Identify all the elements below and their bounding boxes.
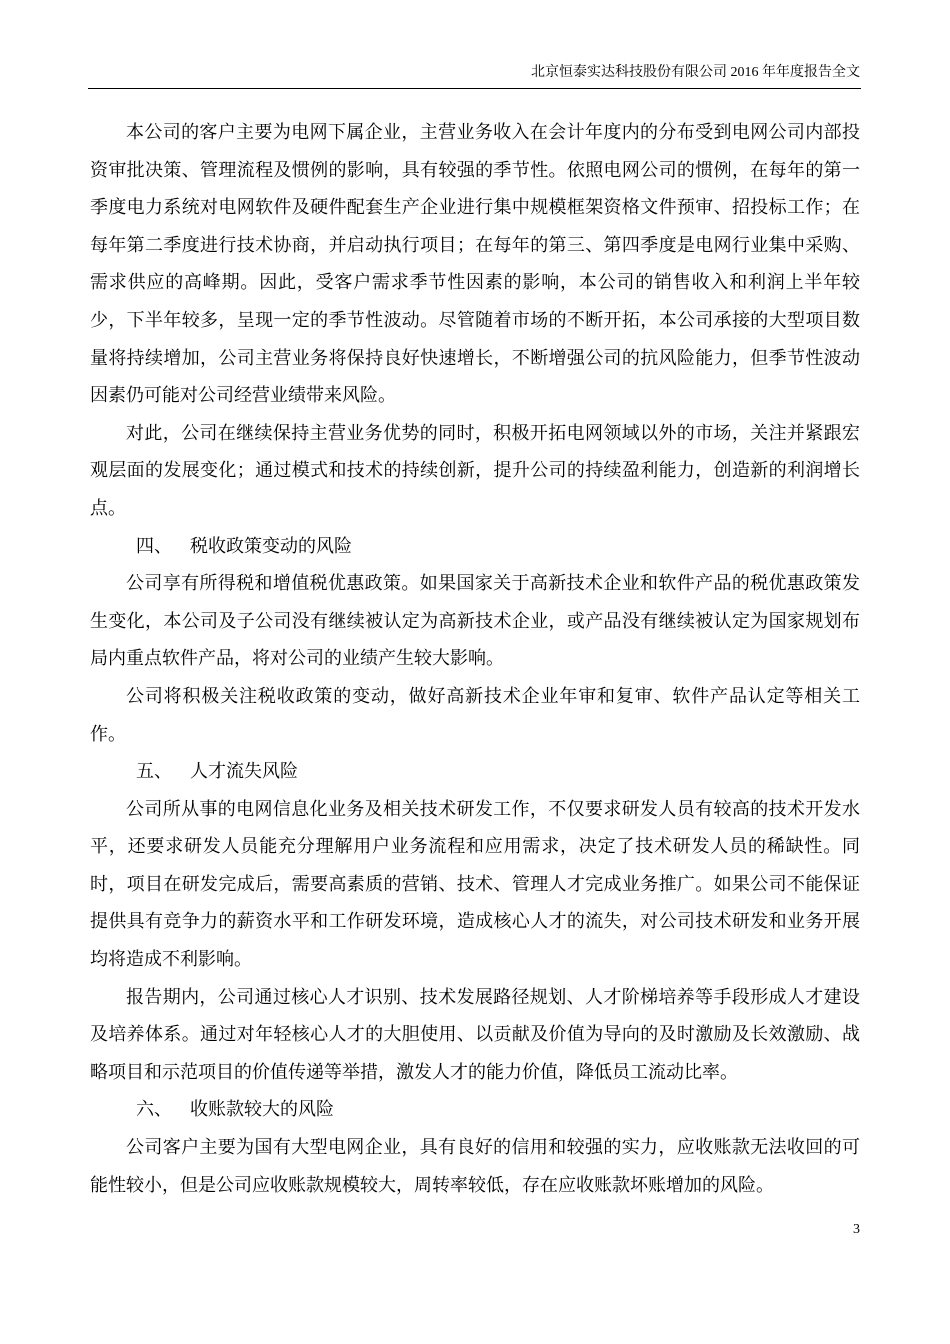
section-title: 人才流失风险 <box>190 761 298 783</box>
paragraph-receivables-risk: 公司客户主要为国有大型电网企业，具有良好的信用和较强的实力，应收账款无法收回的可能性较小，但是公司应收账款规模较大，周转率较低，存在应收账款坏账增加的风险。 <box>90 1137 860 1196</box>
page-number: 3 <box>853 1222 860 1237</box>
paragraph-tax-response: 公司将积极关注税收政策的变动，做好高新技术企业年审和复审、软件产品认定等相关工作。 <box>90 685 860 745</box>
section-heading-tax <box>90 528 860 566</box>
section-title: 收账款较大的风险 <box>190 1099 334 1121</box>
paragraph-talent-response: 报告期内，公司通过核心人才识别、技术发展路径规划、人才阶梯培养等手段形成人才建设及培养体系。通过对年轻核心人才的大胆使用、以贡献及价值为导向的及时激励及长效激励、战略项目和示范项目的价值传递等举措，激发人才的能力价值，降低员工流动比率。 <box>90 986 860 1083</box>
paragraph-seasonality: 本公司的客户主要为电网下属企业，主营业务收入在会计年度内的分布受到电网公司内部投资审批决策、管理流程及惯例的影响，具有较强的季节性。依照电网公司的惯例，在每年的第一季度电力系统对电网软件及硬件配套生产企业进行集中规模框架资格文件预审、招投标工作；在每年第二季度进行技术协商，并启动执行项目；在每年的第三、第四季度是电网行业集中采购、需求供应的高峰期。因此，受客户需求季节性因素的影响，本公司的销售收入和利润上半年较少，下半年较多，呈现一定的季节性波动。尽管随着市场的不断开拓，本公司承接的大型项目数量将持续增加，公司主营业务将保持良好快速增长，不断增强公司的抗风险能力，但季节性波动因素仍可能对公司经营业绩带来风险。 <box>90 122 860 407</box>
paragraph-tax-risk: 公司享有所得税和增值税优惠政策。如果国家关于高新技术企业和软件产品的税优惠政策发生变化，本公司及子公司没有继续被认定为高新技术企业，或产品没有继续被认定为国家规划布局内重点软件产品，将对公司的业绩产生较大影响。 <box>90 573 860 670</box>
section-number: 五、 <box>136 761 172 783</box>
page-header: 北京恒泰实达科技股份有限公司 2016 年年度报告全文 <box>531 65 860 80</box>
section-title: 税收政策变动的风险 <box>190 535 352 557</box>
header-rule <box>88 88 861 89</box>
document-body <box>90 114 860 1204</box>
section-number: 四、 <box>136 535 172 557</box>
section-heading-receivables <box>90 1091 860 1129</box>
paragraph-seasonality-response: 对此，公司在继续保持主营业务优势的同时，积极开拓电网领域以外的市场，关注并紧跟宏观层面的发展变化；通过模式和技术的持续创新，提升公司的持续盈利能力，创造新的利润增长点。 <box>90 422 860 519</box>
paragraph-talent-risk: 公司所从事的电网信息化业务及相关技术研发工作，不仅要求研发人员有较高的技术开发水平，还要求研发人员能充分理解用户业务流程和应用需求，决定了技术研发人员的稀缺性。同时，项目在研发完成后，需要高素质的营销、技术、管理人才完成业务推广。如果公司不能保证提供具有竞争力的薪资水平和工作研发环境，造成核心人才的流失，对公司技术研发和业务开展均将造成不利影响。 <box>90 798 860 971</box>
section-heading-talent <box>90 753 860 791</box>
section-number: 六、 <box>136 1099 172 1121</box>
